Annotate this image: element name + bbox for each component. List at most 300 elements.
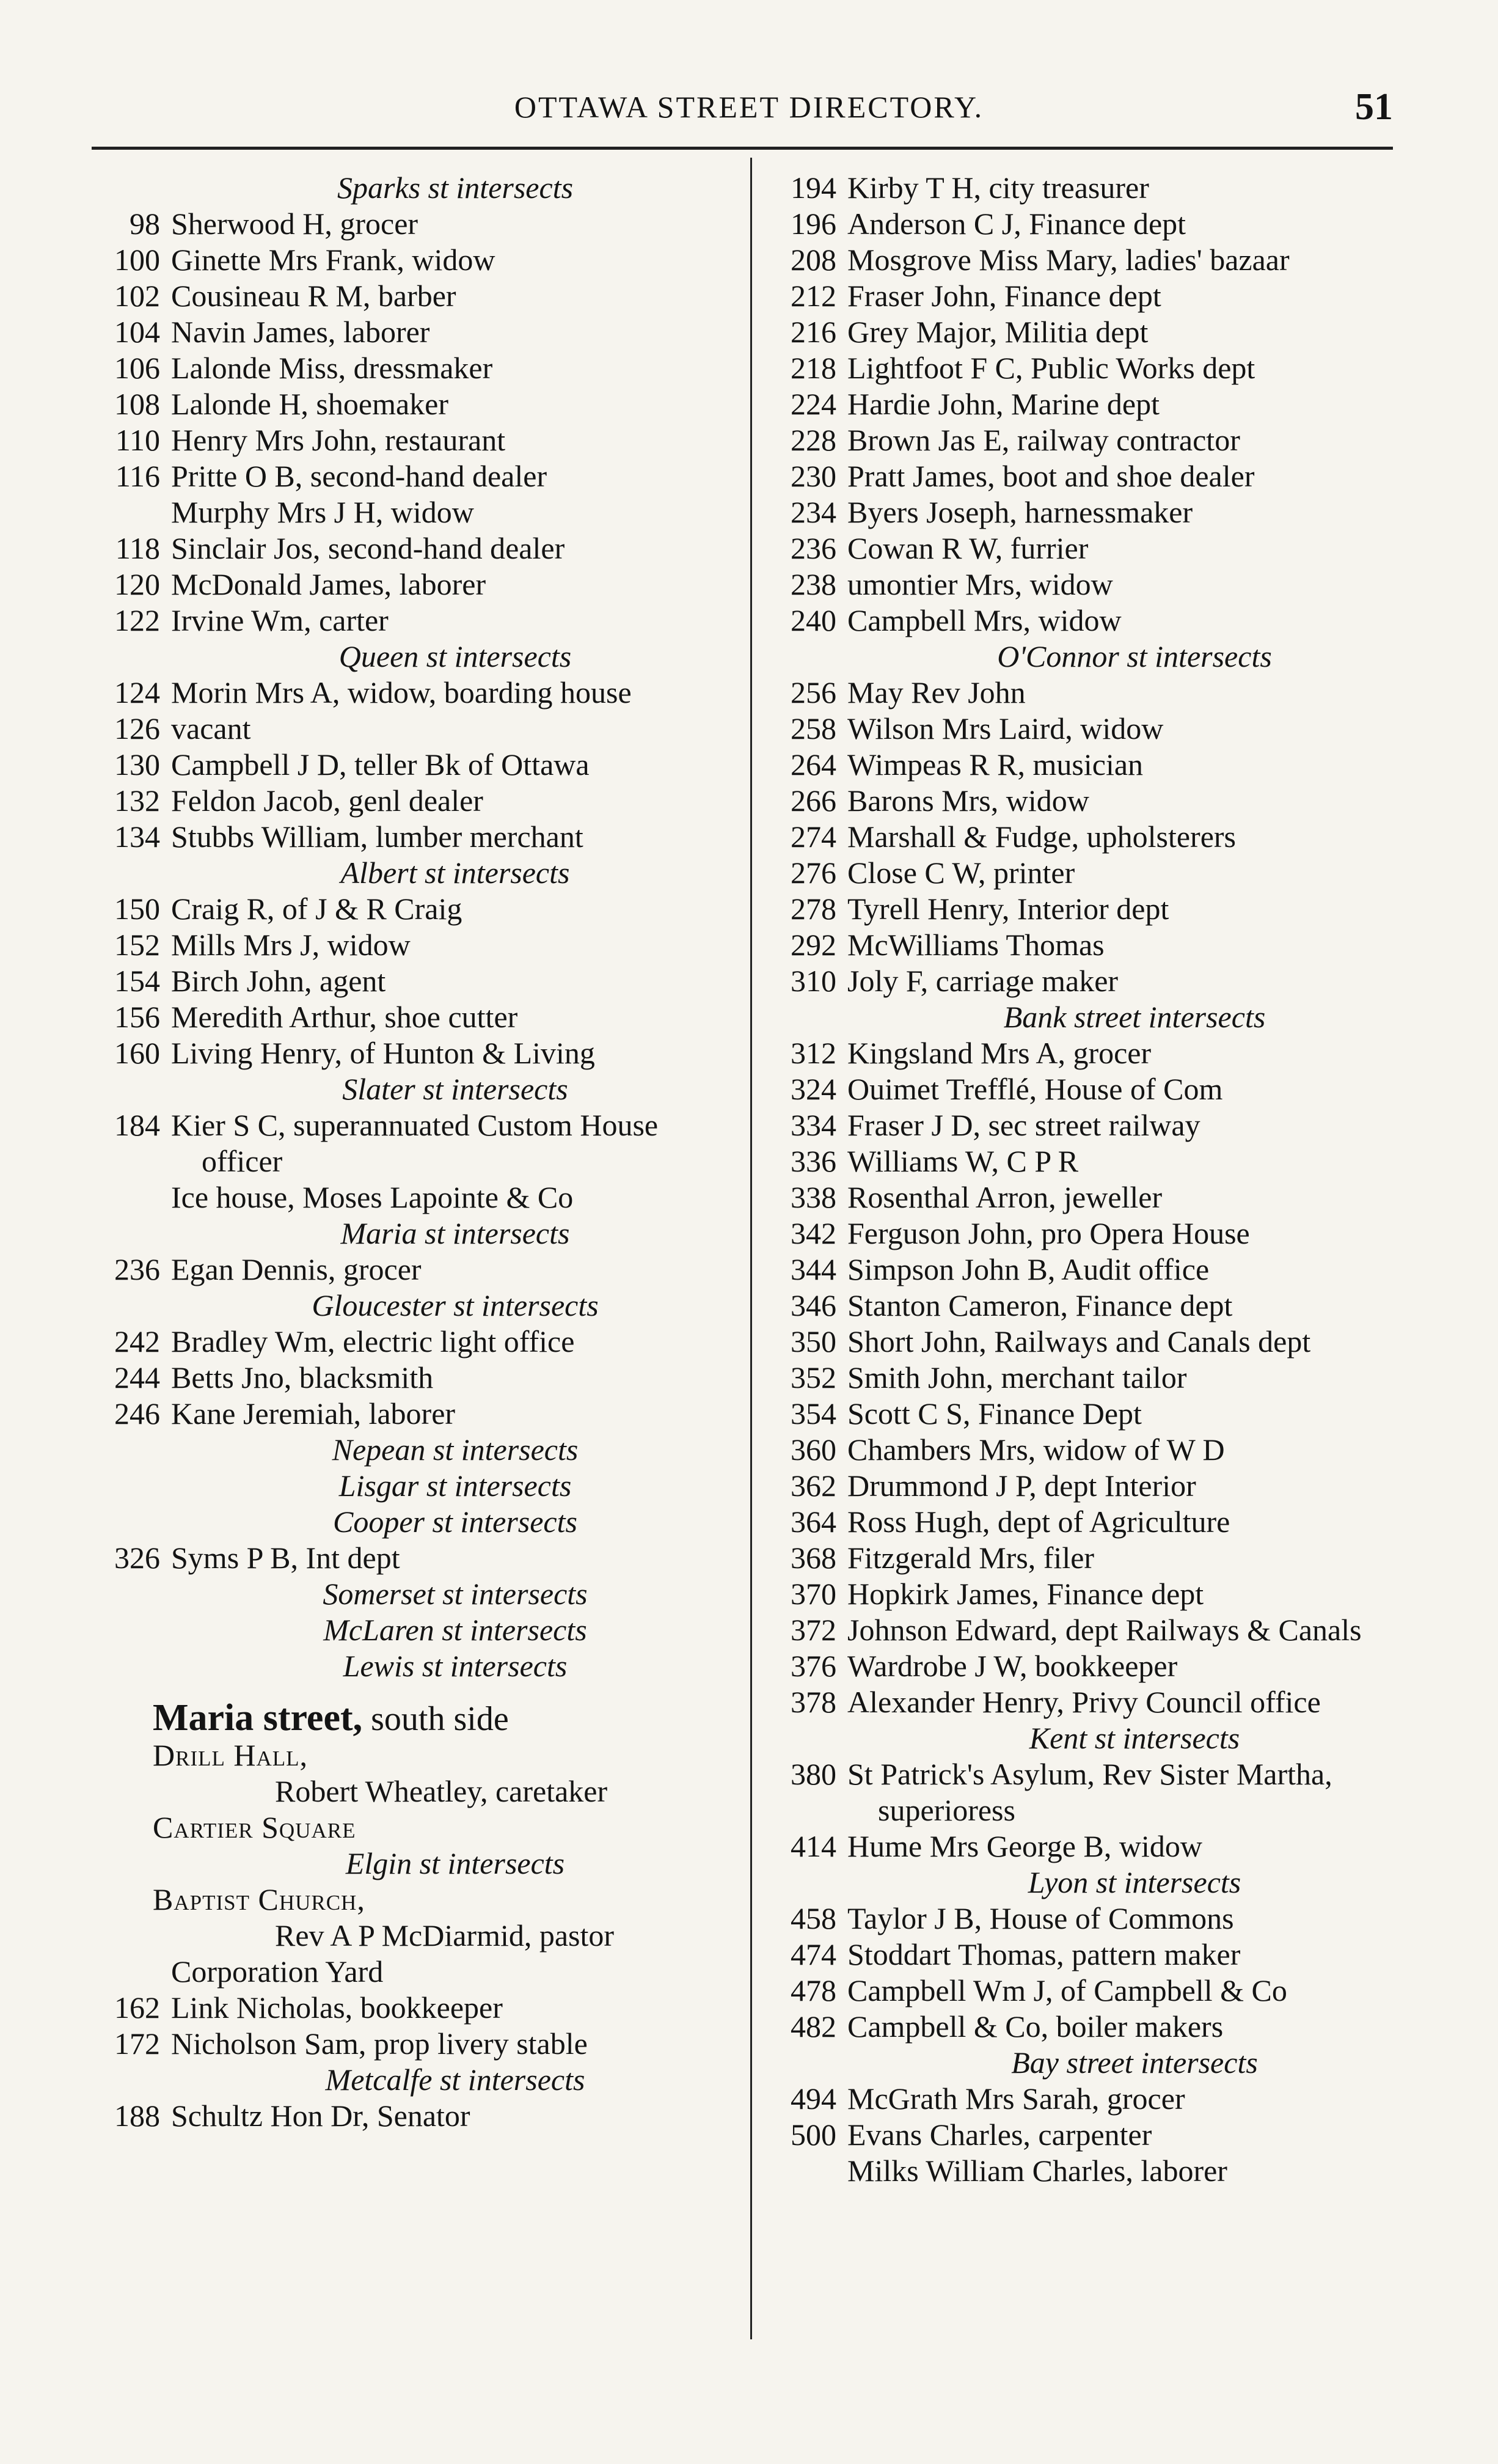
cross-street-row xyxy=(79,1468,739,1504)
directory-entry xyxy=(756,1216,1422,1252)
entry-text: Campbell J D, teller Bk of Ottawa xyxy=(171,747,590,782)
directory-entry xyxy=(79,458,739,494)
directory-entry xyxy=(79,711,739,747)
entry-text: Short John, Railways and Canals dept xyxy=(847,1324,1311,1358)
directory-entry xyxy=(79,1035,739,1071)
house-number: 276 xyxy=(791,856,836,890)
entry-text: Rosenthal Arron, jeweller xyxy=(847,1180,1163,1214)
cross-street-label: O'Connor st intersects xyxy=(997,639,1272,673)
entry-text: McWilliams Thomas xyxy=(847,928,1105,962)
house-number: 224 xyxy=(791,387,836,421)
entry-text: Bradley Wm, electric light office xyxy=(171,1324,575,1358)
directory-entry xyxy=(756,566,1422,603)
street-heading xyxy=(79,1697,739,1739)
running-title: OTTAWA STREET DIRECTORY. xyxy=(514,90,984,124)
cross-street-row xyxy=(79,1576,739,1612)
directory-entry xyxy=(79,1179,739,1216)
house-number: 336 xyxy=(791,1144,836,1178)
entry-text: Taylor J B, House of Commons xyxy=(847,1901,1234,1935)
house-number: 338 xyxy=(791,1180,836,1214)
directory-entry xyxy=(79,1324,739,1360)
house-number: 242 xyxy=(114,1324,160,1358)
entry-text: Betts Jno, blacksmith xyxy=(171,1360,434,1395)
cross-street-row xyxy=(79,2062,739,2098)
directory-entry xyxy=(756,1648,1422,1684)
house-number: 368 xyxy=(791,1541,836,1575)
house-number: 378 xyxy=(791,1685,836,1719)
directory-entry xyxy=(756,1684,1422,1720)
house-number: 474 xyxy=(791,1937,836,1971)
house-number: 380 xyxy=(791,1757,836,1791)
cross-street-row xyxy=(79,1288,739,1324)
entry-text: Johnson Edward, dept Railways & Canals xyxy=(847,1613,1362,1647)
directory-entry xyxy=(79,314,739,350)
entry-text: Hopkirk James, Finance dept xyxy=(847,1577,1204,1611)
entry-text: Anderson C J, Finance dept xyxy=(847,207,1186,241)
entry-text: Joly F, carriage maker xyxy=(847,964,1119,998)
house-number: 292 xyxy=(791,928,836,962)
entry-text: Corporation Yard xyxy=(171,1954,384,1989)
house-number: 134 xyxy=(114,820,160,854)
entry-text: Kingsland Mrs A, grocer xyxy=(847,1036,1152,1070)
directory-entry xyxy=(756,494,1422,530)
house-number: 376 xyxy=(791,1649,836,1683)
entry-text: Drummond J P, dept Interior xyxy=(847,1469,1196,1503)
house-number: 324 xyxy=(791,1072,836,1106)
cross-street-row xyxy=(756,1865,1422,1901)
cross-street-row xyxy=(756,999,1422,1035)
entry-text: Ouimet Trefflé, House of Com xyxy=(847,1072,1223,1106)
house-number: 150 xyxy=(114,892,160,926)
house-number: 414 xyxy=(791,1829,836,1863)
directory-entry xyxy=(756,1360,1422,1396)
left-column xyxy=(79,170,739,2134)
cross-street-label: Lisgar st intersects xyxy=(338,1469,572,1503)
entry-text: Lalonde Miss, dressmaker xyxy=(171,351,493,385)
entry-text: McGrath Mrs Sarah, grocer xyxy=(847,2081,1185,2116)
directory-entry xyxy=(79,530,739,566)
cross-street-label: Kent st intersects xyxy=(1029,1721,1240,1755)
directory-entry xyxy=(79,566,739,603)
directory-entry xyxy=(756,2153,1422,2189)
entry-text: Byers Joseph, harnessmaker xyxy=(847,495,1193,529)
directory-entry xyxy=(79,1737,739,1773)
entry-text: St Patrick's Asylum, Rev Sister Martha, superioress xyxy=(847,1757,1332,1827)
house-number: 130 xyxy=(114,747,160,782)
house-number: 104 xyxy=(114,315,160,349)
house-number: 162 xyxy=(114,1990,160,2025)
house-number: 342 xyxy=(791,1216,836,1250)
cross-street-label: Gloucester st intersects xyxy=(312,1288,599,1322)
house-number: 264 xyxy=(791,747,836,782)
house-number: 234 xyxy=(791,495,836,529)
house-number: 126 xyxy=(114,711,160,746)
header-rule xyxy=(92,147,1393,150)
entry-text: Nicholson Sam, prop livery stable xyxy=(171,2026,588,2061)
cross-street-label: Metcalfe st intersects xyxy=(325,2062,585,2097)
directory-entry xyxy=(79,963,739,999)
house-number: 478 xyxy=(791,1973,836,2008)
directory-entry xyxy=(79,1882,739,1918)
directory-entry xyxy=(756,855,1422,891)
house-number: 160 xyxy=(114,1036,160,1070)
house-number: 196 xyxy=(791,207,836,241)
house-number: 102 xyxy=(114,279,160,313)
entry-text: McDonald James, laborer xyxy=(171,567,486,601)
entry-text: Campbell Mrs, widow xyxy=(847,603,1122,637)
house-number: 240 xyxy=(791,603,836,637)
cross-street-label: Queen st intersects xyxy=(338,639,572,673)
entry-text: Irvine Wm, carter xyxy=(171,603,389,637)
cross-street-row xyxy=(79,855,739,891)
entry-text: Feldon Jacob, genl dealer xyxy=(171,783,483,818)
directory-entry xyxy=(756,1901,1422,1937)
house-number: 500 xyxy=(791,2118,836,2152)
directory-entry xyxy=(756,819,1422,855)
cross-street-label: Bank street intersects xyxy=(1003,1000,1266,1034)
cross-street-row xyxy=(79,1612,739,1648)
house-number: 208 xyxy=(791,243,836,277)
directory-entry xyxy=(756,1035,1422,1071)
entry-text: Close C W, printer xyxy=(847,856,1075,890)
entry-text: Craig R, of J & R Craig xyxy=(171,892,462,926)
entry-text: May Rev John xyxy=(847,675,1026,710)
cross-street-label: Lyon st intersects xyxy=(1028,1865,1241,1899)
directory-entry xyxy=(756,458,1422,494)
house-number: 118 xyxy=(115,531,160,565)
house-number: 370 xyxy=(791,1577,836,1611)
entry-text: Link Nicholas, bookkeeper xyxy=(171,1990,503,2025)
directory-entry xyxy=(756,1107,1422,1143)
house-number: 458 xyxy=(791,1901,836,1935)
entry-text: Hume Mrs George B, widow xyxy=(847,1829,1202,1863)
entry-text: Wardrobe J W, bookkeeper xyxy=(847,1649,1178,1683)
entry-text: Navin James, laborer xyxy=(171,315,430,349)
entry-text: Pritte O B, second-hand dealer xyxy=(171,459,547,493)
entry-text: Syms P B, Int dept xyxy=(171,1541,400,1575)
cross-street-label: Nepean st intersects xyxy=(332,1432,579,1467)
entry-text: Rev A P McDiarmid, pastor xyxy=(275,1918,615,1953)
page-number: 51 xyxy=(1355,86,1393,128)
entry-text: Sinclair Jos, second-hand dealer xyxy=(171,531,565,565)
entry-text: Fraser J D, sec street railway xyxy=(847,1108,1200,1142)
directory-entry xyxy=(756,1071,1422,1107)
directory-entry xyxy=(79,1954,739,1990)
directory-entry xyxy=(756,422,1422,458)
entry-text: Brown Jas E, railway contractor xyxy=(847,423,1240,457)
house-number: 256 xyxy=(791,675,836,710)
directory-entry xyxy=(756,2081,1422,2117)
page-header xyxy=(0,73,1498,153)
entry-text: Baptist Church, xyxy=(153,1882,365,1916)
directory-entry xyxy=(756,1612,1422,1648)
entry-text: Stubbs William, lumber merchant xyxy=(171,820,583,854)
cross-street-row xyxy=(79,1846,739,1882)
directory-entry xyxy=(79,1360,739,1396)
cross-street-row xyxy=(79,1504,739,1540)
street-heading-name: Maria street, xyxy=(153,1697,363,1739)
directory-entry xyxy=(756,1179,1422,1216)
directory-entry xyxy=(756,1468,1422,1504)
entry-text: Birch John, agent xyxy=(171,964,386,998)
directory-entry xyxy=(756,1937,1422,1973)
cross-street-label: McLaren st intersects xyxy=(323,1613,587,1647)
house-number: 120 xyxy=(114,567,160,601)
entry-text: Grey Major, Militia dept xyxy=(847,315,1149,349)
directory-entry xyxy=(756,711,1422,747)
house-number: 278 xyxy=(791,892,836,926)
cross-street-row xyxy=(756,1720,1422,1756)
directory-entry xyxy=(79,1990,739,2026)
entry-text: Barons Mrs, widow xyxy=(847,783,1089,818)
directory-entry xyxy=(756,603,1422,639)
right-entries xyxy=(756,170,1422,2189)
directory-entry xyxy=(756,675,1422,711)
entry-text: Pratt James, boot and shoe dealer xyxy=(847,459,1255,493)
directory-entry xyxy=(756,1540,1422,1576)
house-number: 236 xyxy=(114,1252,160,1286)
entry-text: Campbell & Co, boiler makers xyxy=(847,2009,1224,2044)
cross-street-label: Lewis st intersects xyxy=(343,1649,568,1683)
house-number: 246 xyxy=(114,1396,160,1431)
entry-text: Egan Dennis, grocer xyxy=(171,1252,422,1286)
directory-entry xyxy=(79,2026,739,2062)
entry-text: Ferguson John, pro Opera House xyxy=(847,1216,1250,1250)
house-number: 494 xyxy=(791,2081,836,2116)
house-number: 354 xyxy=(791,1396,836,1431)
house-number: 188 xyxy=(114,2099,160,2133)
left-entries xyxy=(79,170,739,1684)
directory-entry xyxy=(79,675,739,711)
directory-entry xyxy=(79,999,739,1035)
house-number: 212 xyxy=(791,279,836,313)
directory-entry xyxy=(79,783,739,819)
entry-text: Ice house, Moses Lapointe & Co xyxy=(171,1180,574,1214)
cross-street-label: Cooper st intersects xyxy=(333,1505,577,1539)
entry-text: Chambers Mrs, widow of W D xyxy=(847,1432,1225,1467)
directory-entry xyxy=(756,963,1422,999)
entry-text: Stoddart Thomas, pattern maker xyxy=(847,1937,1241,1971)
directory-entry xyxy=(79,1540,739,1576)
entry-text: Sherwood H, grocer xyxy=(171,207,418,241)
directory-entry xyxy=(756,1324,1422,1360)
house-number: 244 xyxy=(114,1360,160,1395)
cross-street-label: Slater st intersects xyxy=(342,1072,568,1106)
entry-text: Tyrell Henry, Interior dept xyxy=(847,892,1169,926)
cross-street-label: Elgin st intersects xyxy=(345,1846,565,1880)
cross-street-row xyxy=(79,170,739,206)
house-number: 312 xyxy=(791,1036,836,1070)
directory-entry xyxy=(79,206,739,242)
directory-entry xyxy=(79,1773,739,1810)
house-number: 362 xyxy=(791,1469,836,1503)
cross-street-row xyxy=(756,2045,1422,2081)
directory-entry xyxy=(79,278,739,314)
directory-entry xyxy=(79,422,739,458)
directory-entry xyxy=(756,1396,1422,1432)
house-number: 108 xyxy=(114,387,160,421)
house-number: 482 xyxy=(791,2009,836,2044)
directory-entry xyxy=(756,530,1422,566)
entry-text: Marshall & Fudge, upholsterers xyxy=(847,820,1237,854)
entry-text: Smith John, merchant tailor xyxy=(847,1360,1187,1395)
cross-street-label: Maria st intersects xyxy=(340,1216,570,1250)
directory-entry xyxy=(79,891,739,927)
directory-entry xyxy=(756,1252,1422,1288)
cross-street-row xyxy=(79,1216,739,1252)
house-number: 154 xyxy=(114,964,160,998)
directory-entry xyxy=(79,2098,739,2134)
entry-text: Lightfoot F C, Public Works dept xyxy=(847,351,1255,385)
house-number: 124 xyxy=(114,675,160,710)
cross-street-row xyxy=(79,1432,739,1468)
right-column xyxy=(756,170,1422,2189)
house-number: 346 xyxy=(791,1288,836,1322)
entry-text: Henry Mrs John, restaurant xyxy=(171,423,506,457)
house-number: 364 xyxy=(791,1505,836,1539)
directory-entry xyxy=(756,278,1422,314)
directory-entry xyxy=(756,1504,1422,1540)
entry-text: Meredith Arthur, shoe cutter xyxy=(171,1000,518,1034)
directory-entry xyxy=(756,1973,1422,2009)
directory-entry xyxy=(756,747,1422,783)
entry-text: Wimpeas R R, musician xyxy=(847,747,1144,782)
directory-entry xyxy=(756,1288,1422,1324)
house-number: 372 xyxy=(791,1613,836,1647)
directory-entry xyxy=(756,350,1422,386)
house-number: 334 xyxy=(791,1108,836,1142)
directory-entry xyxy=(79,747,739,783)
directory-entry xyxy=(756,1828,1422,1865)
entry-text: Stanton Cameron, Finance dept xyxy=(847,1288,1233,1322)
directory-entry xyxy=(79,1107,739,1179)
directory-entry xyxy=(756,314,1422,350)
entry-text: Cowan R W, furrier xyxy=(847,531,1089,565)
house-number: 350 xyxy=(791,1324,836,1358)
entry-text: Wilson Mrs Laird, widow xyxy=(847,711,1164,746)
street-heading-side: south side xyxy=(362,1700,509,1738)
directory-entry xyxy=(756,783,1422,819)
directory-entry xyxy=(756,2009,1422,2045)
house-number: 184 xyxy=(114,1108,160,1142)
entry-text: Fraser John, Finance dept xyxy=(847,279,1161,313)
cross-street-label: Bay street intersects xyxy=(1011,2045,1258,2080)
directory-entry xyxy=(79,1396,739,1432)
house-number: 156 xyxy=(114,1000,160,1034)
directory-entry xyxy=(756,206,1422,242)
entry-text: Robert Wheatley, caretaker xyxy=(275,1774,608,1808)
house-number: 266 xyxy=(791,783,836,818)
directory-entry xyxy=(79,494,739,530)
entry-text: Lalonde H, shoemaker xyxy=(171,387,449,421)
directory-entry xyxy=(756,1432,1422,1468)
directory-entry xyxy=(79,350,739,386)
column-divider xyxy=(750,158,752,2339)
entry-text: Kane Jeremiah, laborer xyxy=(171,1396,456,1431)
house-number: 152 xyxy=(114,928,160,962)
house-number: 360 xyxy=(791,1432,836,1467)
house-number: 258 xyxy=(791,711,836,746)
house-number: 98 xyxy=(130,207,160,241)
directory-entry xyxy=(756,242,1422,278)
house-number: 122 xyxy=(114,603,160,637)
entry-text: Evans Charles, carpenter xyxy=(847,2118,1152,2152)
directory-entry xyxy=(79,927,739,963)
entry-text: Campbell Wm J, of Campbell & Co xyxy=(847,1973,1287,2008)
directory-entry xyxy=(79,386,739,422)
house-number: 100 xyxy=(114,243,160,277)
entry-text: Simpson John B, Audit office xyxy=(847,1252,1210,1286)
directory-entry xyxy=(756,2117,1422,2153)
house-number: 228 xyxy=(791,423,836,457)
entry-text: Mills Mrs J, widow xyxy=(171,928,411,962)
house-number: 172 xyxy=(114,2026,160,2061)
directory-entry xyxy=(756,1143,1422,1179)
house-number: 116 xyxy=(115,459,160,493)
directory-entry xyxy=(756,170,1422,206)
entry-text: Cartier Square xyxy=(153,1810,356,1844)
entry-text: Hardie John, Marine dept xyxy=(847,387,1160,421)
directory-entry xyxy=(756,927,1422,963)
entry-text: Alexander Henry, Privy Council office xyxy=(847,1685,1321,1719)
house-number: 344 xyxy=(791,1252,836,1286)
cross-street-row xyxy=(79,639,739,675)
cross-street-label: Albert st intersects xyxy=(340,856,570,890)
house-number: 216 xyxy=(791,315,836,349)
house-number: 106 xyxy=(114,351,160,385)
directory-entry xyxy=(79,819,739,855)
house-number: 194 xyxy=(791,170,836,205)
house-number: 310 xyxy=(791,964,836,998)
entry-text: Murphy Mrs J H, widow xyxy=(171,495,474,529)
entry-text: Drill Hall, xyxy=(153,1738,309,1772)
entry-text: Fitzgerald Mrs, filer xyxy=(847,1541,1095,1575)
entry-text: Williams W, C P R xyxy=(847,1144,1079,1178)
entry-text: Cousineau R M, barber xyxy=(171,279,456,313)
house-number: 238 xyxy=(791,567,836,601)
directory-entry xyxy=(79,603,739,639)
entry-text: Milks William Charles, laborer xyxy=(847,2154,1227,2188)
house-number: 352 xyxy=(791,1360,836,1395)
directory-entry xyxy=(756,386,1422,422)
house-number: 218 xyxy=(791,351,836,385)
directory-entry xyxy=(756,1756,1422,1828)
directory-entry xyxy=(79,1918,739,1954)
cross-street-row xyxy=(756,639,1422,675)
entry-text: vacant xyxy=(171,711,251,746)
entry-text: umontier Mrs, widow xyxy=(847,567,1113,601)
entry-text: Morin Mrs A, widow, boarding house xyxy=(171,675,632,710)
entry-text: Living Henry, of Hunton & Living xyxy=(171,1036,595,1070)
entry-text: Ross Hugh, dept of Agriculture xyxy=(847,1505,1230,1539)
house-number: 326 xyxy=(114,1541,160,1575)
directory-entry xyxy=(79,1810,739,1846)
left-entries-after-heading xyxy=(79,1737,739,2134)
house-number: 230 xyxy=(791,459,836,493)
house-number: 236 xyxy=(791,531,836,565)
house-number: 110 xyxy=(115,423,160,457)
directory-entry xyxy=(79,242,739,278)
entry-text: Kirby T H, city treasurer xyxy=(847,170,1149,205)
directory-entry xyxy=(79,1252,739,1288)
house-number: 274 xyxy=(791,820,836,854)
cross-street-label: Somerset st intersects xyxy=(323,1577,588,1611)
cross-street-row xyxy=(79,1071,739,1107)
entry-text: Schultz Hon Dr, Senator xyxy=(171,2099,470,2133)
directory-entry xyxy=(756,891,1422,927)
entry-text: Ginette Mrs Frank, widow xyxy=(171,243,495,277)
cross-street-label: Sparks st intersects xyxy=(337,170,574,205)
